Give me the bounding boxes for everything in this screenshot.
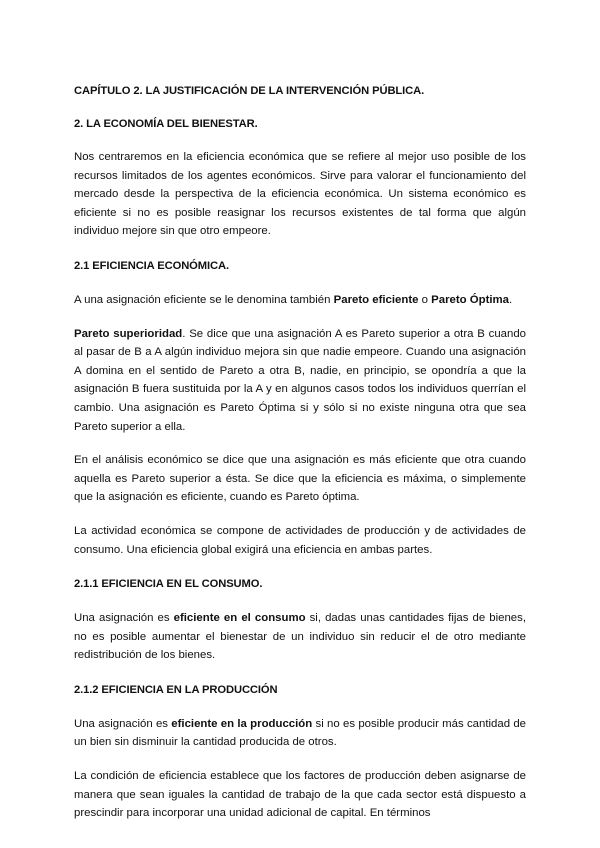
text-span: si, dadas unas cantidades fijas de bienes, no es posible aumentar el bienestar de un individuo sin reducir el de otro mediante redistribución de los bienes. <box>74 612 526 662</box>
text-span: o <box>418 293 432 306</box>
text-span: Una asignación es <box>74 612 174 625</box>
paragraph-pareto-definition <box>74 291 526 310</box>
paragraph-produccion <box>74 715 526 752</box>
document-body <box>74 82 526 823</box>
chapter-title: CAPÍTULO 2. LA JUSTIFICACIÓN DE LA INTERVENCIÓN PÚBLICA. <box>74 85 425 97</box>
paragraph-intro: Nos centraremos en la eficiencia económica que se refiere al mejor uso posible de los recursos limitados de los agentes económicos. Sirve para valorar el funcionamiento del mercado desde la perspectiva de la eficiencia económica. Un sistema económico es eficiente si no es posible reasignar los recursos existentes de tal forma que algún individuo mejore sin que otro empeore. <box>74 151 526 238</box>
section-title-2-1-2: 2.1.2 EFICIENCIA EN LA PRODUCCIÓN <box>74 683 278 696</box>
bold-term-pareto-superioridad: Pareto superioridad <box>74 327 183 340</box>
bold-term-pareto-optima: Pareto Óptima <box>431 293 510 306</box>
bold-term-eficiente-consumo: eficiente en el consumo <box>173 612 306 625</box>
section-title-2-1-1: 2.1.1 EFICIENCIA EN EL CONSUMO. <box>74 578 263 591</box>
text-span: . <box>509 293 513 306</box>
paragraph-actividad: La actividad económica se compone de actividades de producción y de actividades de consumo. Una eficiencia global exigirá una eficiencia en ambas partes. <box>74 524 526 556</box>
section-title-2: 2. LA ECONOMÍA DEL BIENESTAR. <box>74 118 258 130</box>
paragraph-analisis: En el análisis económico se dice que una asignación es más eficiente que otra cuando aquella es Pareto superior a ésta. Se dice que la eficiencia es máxima, o simplemente que la asignación es eficiente, cuando es Pareto óptima. <box>74 454 526 504</box>
paragraph-consumo <box>74 609 526 665</box>
text-span: A una asignación eficiente se le denomina también <box>74 293 334 306</box>
text-span: si no es posible producir más cantidad de un bien sin disminuir la cantidad producida de otros. <box>74 717 527 749</box>
text-span: Una asignación es <box>74 717 172 730</box>
text-span: . Se dice que una asignación A es Pareto superior a otra B cuando al pasar de B a A algún individuo mejora sin que nadie empeore. Cuando una asignación A domina en el sentido de Pareto a otra B, nadie, en principio, se opondría a que la asignación B fuera sustituida por la A y en algunos casos todos los individuos querrían el cambio. Una asignación es Pareto Óptima si y sólo si no existe ninguna otra que sea Pareto superior a ella. <box>74 327 526 433</box>
paragraph-pareto-superioridad <box>74 325 526 437</box>
bold-term-eficiente-produccion: eficiente en la producción <box>171 717 313 730</box>
bold-term-pareto-eficiente: Pareto eficiente <box>333 293 419 306</box>
paragraph-condicion: La condición de eficiencia establece que los factores de producción deben asignarse de manera que sean iguales la cantidad de trabajo de la que cada sector está dispuesto a prescindir para incorporar una unidad adicional de capital. En términos <box>74 770 526 820</box>
section-title-2-1: 2.1 EFICIENCIA ECONÓMICA. <box>74 259 229 272</box>
